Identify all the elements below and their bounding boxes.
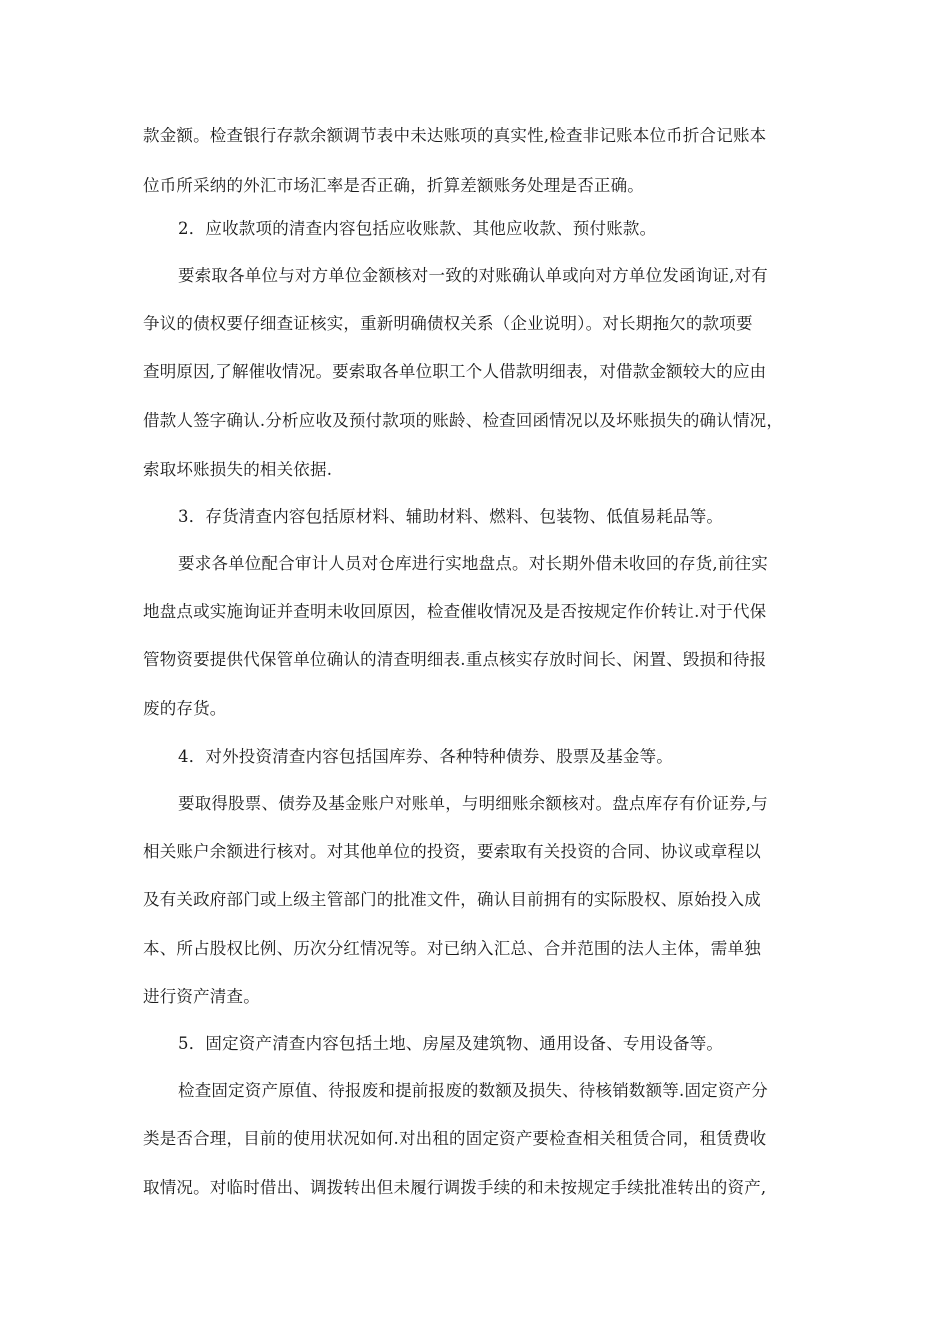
section-heading-fixed-assets: 5．固定资产清查内容包括土地、房屋及建筑物、通用设备、专用设备等。	[178, 1034, 724, 1053]
section-heading-receivables: 2．应收款项的清查内容包括应收账款、其他应收款、预付账款。	[178, 219, 657, 238]
paragraph-line: 地盘点或实施询证并查明未收回原因，检查催收情况及是否按规定作价转让.对于代保	[143, 602, 767, 621]
paragraph-line: 要取得股票、债券及基金账户对账单，与明细账余额核对。盘点库存有价证券,与	[178, 794, 768, 813]
paragraph-line: 本、所占股权比例、历次分红情况等。对已纳入汇总、合并范围的法人主体，需单独	[143, 939, 761, 958]
paragraph-line: 要索取各单位与对方单位金额核对一致的对账确认单或向对方单位发函询证,对有	[178, 266, 768, 285]
paragraph-line: 位币所采纳的外汇市场汇率是否正确，折算差额账务处理是否正确。	[143, 176, 644, 195]
section-heading-investments: 4．对外投资清查内容包括国库券、各种特种债券、股票及基金等。	[178, 747, 673, 766]
paragraph-line: 类是否合理，目前的使用状况如何.对出租的固定资产要检查相关租赁合同，租赁费收	[143, 1129, 767, 1148]
paragraph-line: 取情况。对临时借出、调拨转出但未履行调拨手续的和未按规定手续批准转出的资产,	[143, 1178, 767, 1197]
paragraph-line: 要求各单位配合审计人员对仓库进行实地盘点。对长期外借未收回的存货,前往实	[178, 554, 768, 573]
paragraph-line: 争议的债权要仔细查证核实，重新明确债权关系（企业说明）。对长期拖欠的款项要	[143, 314, 753, 333]
paragraph-line: 查明原因,了解催收情况。要索取各单位职工个人借款明细表，对借款金额较大的应由	[143, 362, 767, 381]
paragraph-line: 借款人签字确认.分析应收及预付款项的账龄、检查回函情况以及坏账损失的确认情况，	[143, 411, 784, 430]
paragraph-line: 及有关政府部门或上级主管部门的批准文件，确认目前拥有的实际股权、原始投入成	[143, 890, 761, 909]
paragraph-line: 废的存货。	[143, 699, 227, 718]
paragraph-line: 款金额。检查银行存款余额调节表中未达账项的真实性,检查非记账本位币折合记账本	[143, 126, 767, 145]
paragraph-line: 检查固定资产原值、待报废和提前报废的数额及损失、待核销数额等.固定资产分	[178, 1081, 768, 1100]
paragraph-line: 管物资要提供代保管单位确认的清查明细表.重点核实存放时间长、闲置、毁损和待报	[143, 650, 767, 669]
paragraph-line: 索取坏账损失的相关依据.	[143, 460, 333, 479]
section-heading-inventory: 3．存货清查内容包括原材料、辅助材料、燃料、包装物、低值易耗品等。	[178, 507, 724, 526]
paragraph-line: 进行资产清查。	[143, 987, 260, 1006]
paragraph-line: 相关账户余额进行核对。对其他单位的投资，要索取有关投资的合同、协议或章程以	[143, 842, 761, 861]
